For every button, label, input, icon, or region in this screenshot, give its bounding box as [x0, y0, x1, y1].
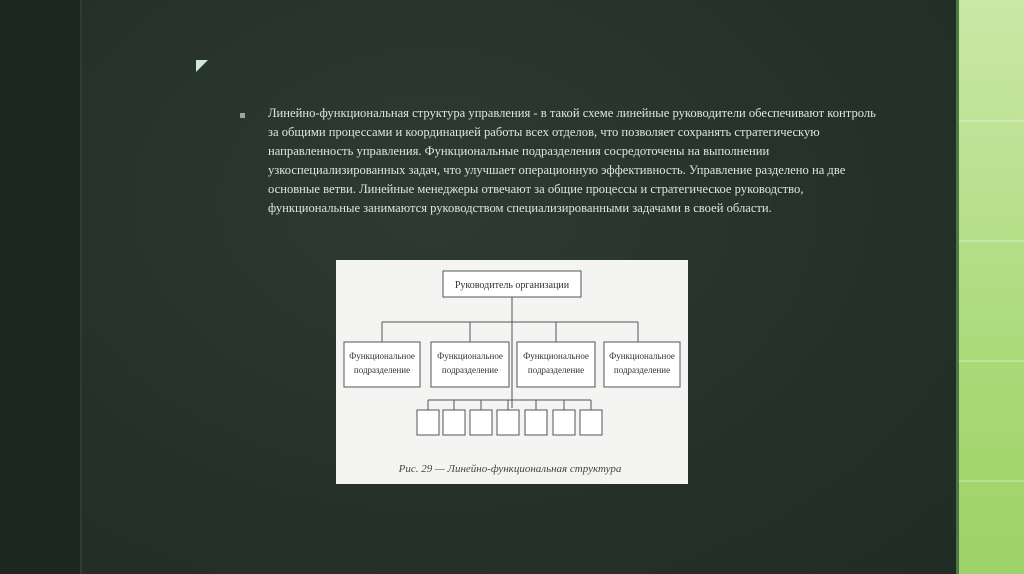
- department-label: Функциональное: [523, 351, 589, 361]
- department-label: подразделение: [353, 365, 411, 375]
- department-label: подразделение: [613, 365, 671, 375]
- org-diagram: [336, 260, 688, 484]
- unit-box: [443, 410, 465, 435]
- department-label: Функциональное: [349, 351, 415, 361]
- unit-box: [525, 410, 547, 435]
- left-panel: [0, 0, 80, 574]
- unit-box: [497, 410, 519, 435]
- org-structure-figure: [336, 260, 688, 484]
- figure-caption: Рис. 29 — Линейно-функциональная структура: [398, 463, 622, 475]
- department-label: подразделение: [527, 365, 585, 375]
- corner-triangle-icon: [196, 60, 210, 74]
- body-paragraph: Линейно-функциональная структура управления - в такой схеме линейные руководители обеспечивают контроль за общими процессами и координацией работы всех отделов, что позволяет сохранять стратегическую направленность управления. Функциональные подразделения сосредоточены на выполнении узкоспециализированных задач, что улучшает операционную эффективность. Управление разделено на две основные ветви. Линейные менеджеры отвечают за общие процессы и стратегическое руководство, функциональные занимаются руководством специализированными задачами в своей области.: [268, 106, 876, 215]
- unit-box: [580, 410, 602, 435]
- bullet-icon: [240, 113, 245, 118]
- department-label: Функциональное: [437, 351, 503, 361]
- right-decor-panel: [959, 0, 1024, 574]
- unit-box: [470, 410, 492, 435]
- head-box-label: Руководитель организации: [454, 280, 570, 291]
- department-label: подразделение: [441, 365, 499, 375]
- unit-box: [417, 410, 439, 435]
- department-label: Функциональное: [609, 351, 675, 361]
- unit-box: [553, 410, 575, 435]
